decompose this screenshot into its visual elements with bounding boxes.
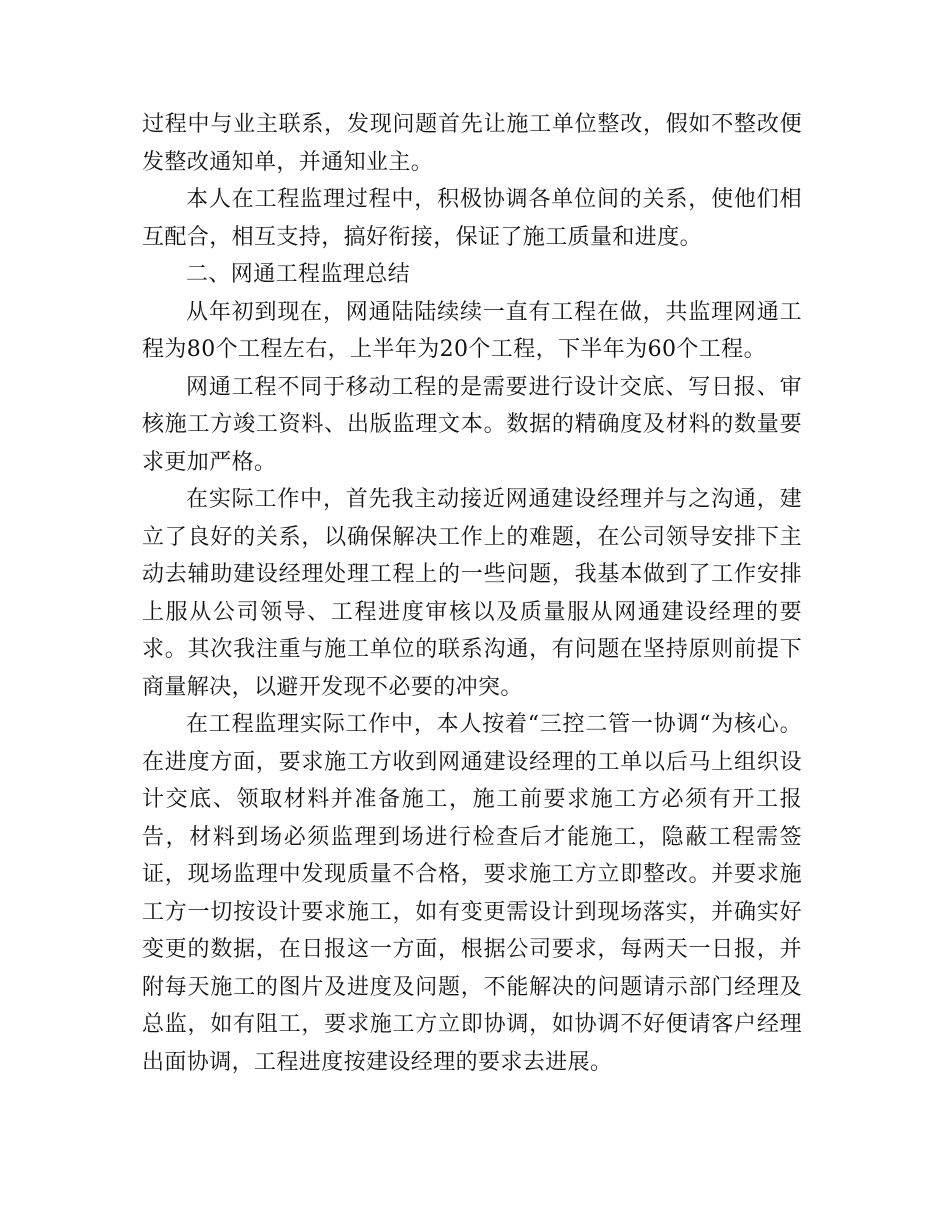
paragraph-supervision-core: 在工程监理实际工作中，本人按着“三控二管一协调“为核心。在进度方面，要求施工方收到网通建设经理的工单以后马上组织设计交底、领取材料并准备施工，施工前要求施工方必须有开工报告，材料到场必须监理到场进行检查后才能施工，隐蔽工程需签证，现场监理中发现质量不合格，要求施工方立即整改。并要求施工方一切按设计要求施工，如有变更需设计到现场落实，并确实好变更的数据，在日报这一方面，根据公司要求，每两天一日报，并附每天施工的图片及进度及问题，不能解决的问题请示部门经理及总监，如有阻工，要求施工方立即协调，如协调不好便请客户经理出面协调，工程进度按建设经理的要求去进展。 bbox=[142, 712, 802, 1075]
paragraph-coordination: 本人在工程监理过程中，积极协调各单位间的关系，使他们相互配合，相互支持，搞好衔接，保证了施工质量和进度。 bbox=[142, 187, 802, 250]
paragraph-project-count: 从年初到现在，网通陆陆续续一直有工程在做，共监理网通工程为80个工程左右，上半年为20个工程，下半年为60个工程。 bbox=[142, 299, 802, 362]
section-heading: 二、网通工程监理总结 bbox=[186, 262, 411, 287]
document-body bbox=[142, 106, 802, 1081]
paragraph-practical-work: 在实际工作中，首先我主动接近网通建设经理并与之沟通，建立了良好的关系，以确保解决工作上的难题，在公司领导安排下主动去辅助建设经理处理工程上的一些问题，我基本做到了工作安排上服从公司领导、工程进度审核以及质量服从网通建设经理的要求。其次我注重与施工单位的联系沟通，有问题在坚持原则前提下商量解决，以避开发现不必要的冲突。 bbox=[142, 487, 802, 700]
paragraph-differences: 网通工程不同于移动工程的是需要进行设计交底、写日报、审核施工方竣工资料、出版监理文本。数据的精确度及材料的数量要求更加严格。 bbox=[142, 374, 802, 475]
paragraph-continued: 过程中与业主联系，发现问题首先让施工单位整改，假如不整改便发整改通知单，并通知业主。 bbox=[142, 112, 802, 175]
